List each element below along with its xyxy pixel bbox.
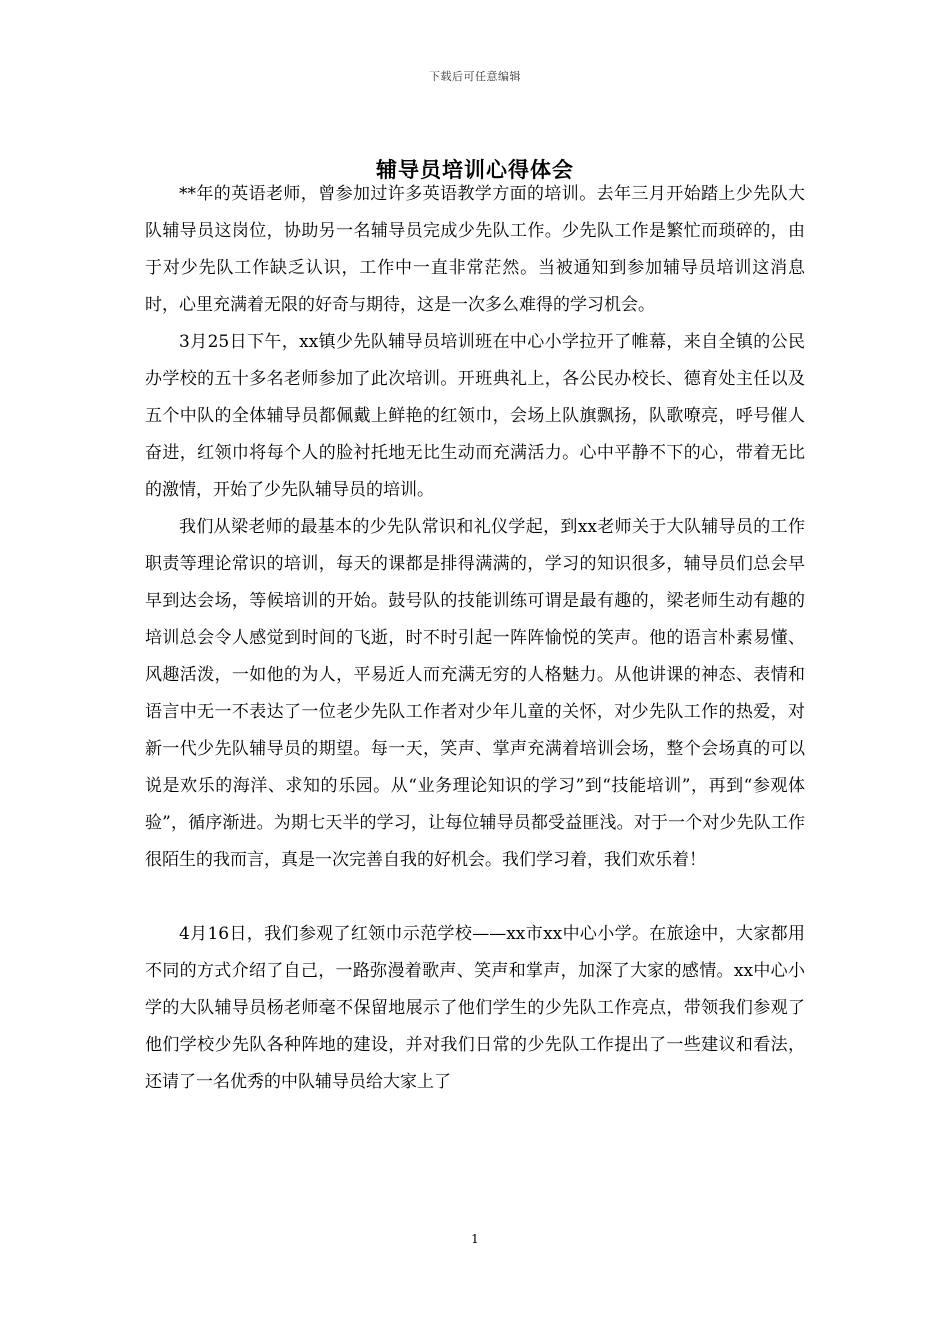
paragraph-1: **年的英语老师，曾参加过许多英语教学方面的培训。去年三月开始踏上少先队大队辅导员这岗位，协助另一名辅导员完成少先队工作。少先队工作是繁忙而琐碎的，由于对少先队工作缺乏认识，工作中一直非常茫然。当被通知到参加辅导员培训这消息时，心里充满着无限的好奇与期待，这是一次多么难得的学习机会。 — [145, 184, 805, 315]
paragraph-2: 3月25日下午，xx镇少先队辅导员培训班在中心小学拉开了帷幕，来自全镇的公民办学校的五十多名老师参加了此次培训。开班典礼上，各公民办校长、德育处主任以及五个中队的全体辅导员都佩戴上鲜艳的红领巾，会场上队旗飘扬，队歌嘹亮，呼号催人奋进，红领巾将每个人的脸衬托地无比生动而充满活力。心中平静不下的心，带着无比的激情，开始了少先队辅导员的培训。 — [145, 332, 805, 500]
document-title: 辅导员培训心得体会 — [376, 157, 574, 182]
paragraph-4: 4月16日，我们参观了红领巾示范学校——xx市xx中心小学。在旅途中，大家都用不同的方式介绍了自己，一路弥漫着歌声、笑声和掌声，加深了大家的感情。xx中心小学的大队辅导员杨老师毫不保留地展示了他们学生的少先队工作亮点，带领我们参观了他们学校少先队各种阵地的建设，并对我们日常的少先队工作提出了一些建议和看法，还请了一名优秀的中队辅导员给大家上了 — [145, 924, 805, 1092]
header-note: 下载后可任意编辑 — [429, 70, 521, 83]
document-body — [145, 176, 805, 1101]
page-number: 1 — [471, 1232, 479, 1246]
paragraph-3: 我们从梁老师的最基本的少先队常识和礼仪学起，到xx老师关于大队辅导员的工作职责等理论常识的培训，每天的课都是排得满满的，学习的知识很多，辅导员们总会早早到达会场，等候培训的开始。鼓号队的技能训练可谓是最有趣的，梁老师生动有趣的培训总会令人感觉到时间的飞逝，时不时引起一阵阵愉悦的笑声。他的语言朴素易懂、风趣活泼，一如他的为人，平易近人而充满无穷的人格魅力。从他讲课的神态、表情和语言中无一不表达了一位老少先队工作者对少年儿童的关怀，对少先队工作的热爱，对新一代少先队辅导员的期望。每一天，笑声、掌声充满着培训会场，整个会场真的可以说是欢乐的海洋、求知的乐园。从“业务理论知识的学习”到“技能培训”，再到“参观体验”，循序渐进。为期七天半的学习，让每位辅导员都受益匪浅。对于一个对少先队工作很陌生的我而言，真是一次完善自我的好机会。我们学习着，我们欢乐着！ — [145, 517, 805, 870]
